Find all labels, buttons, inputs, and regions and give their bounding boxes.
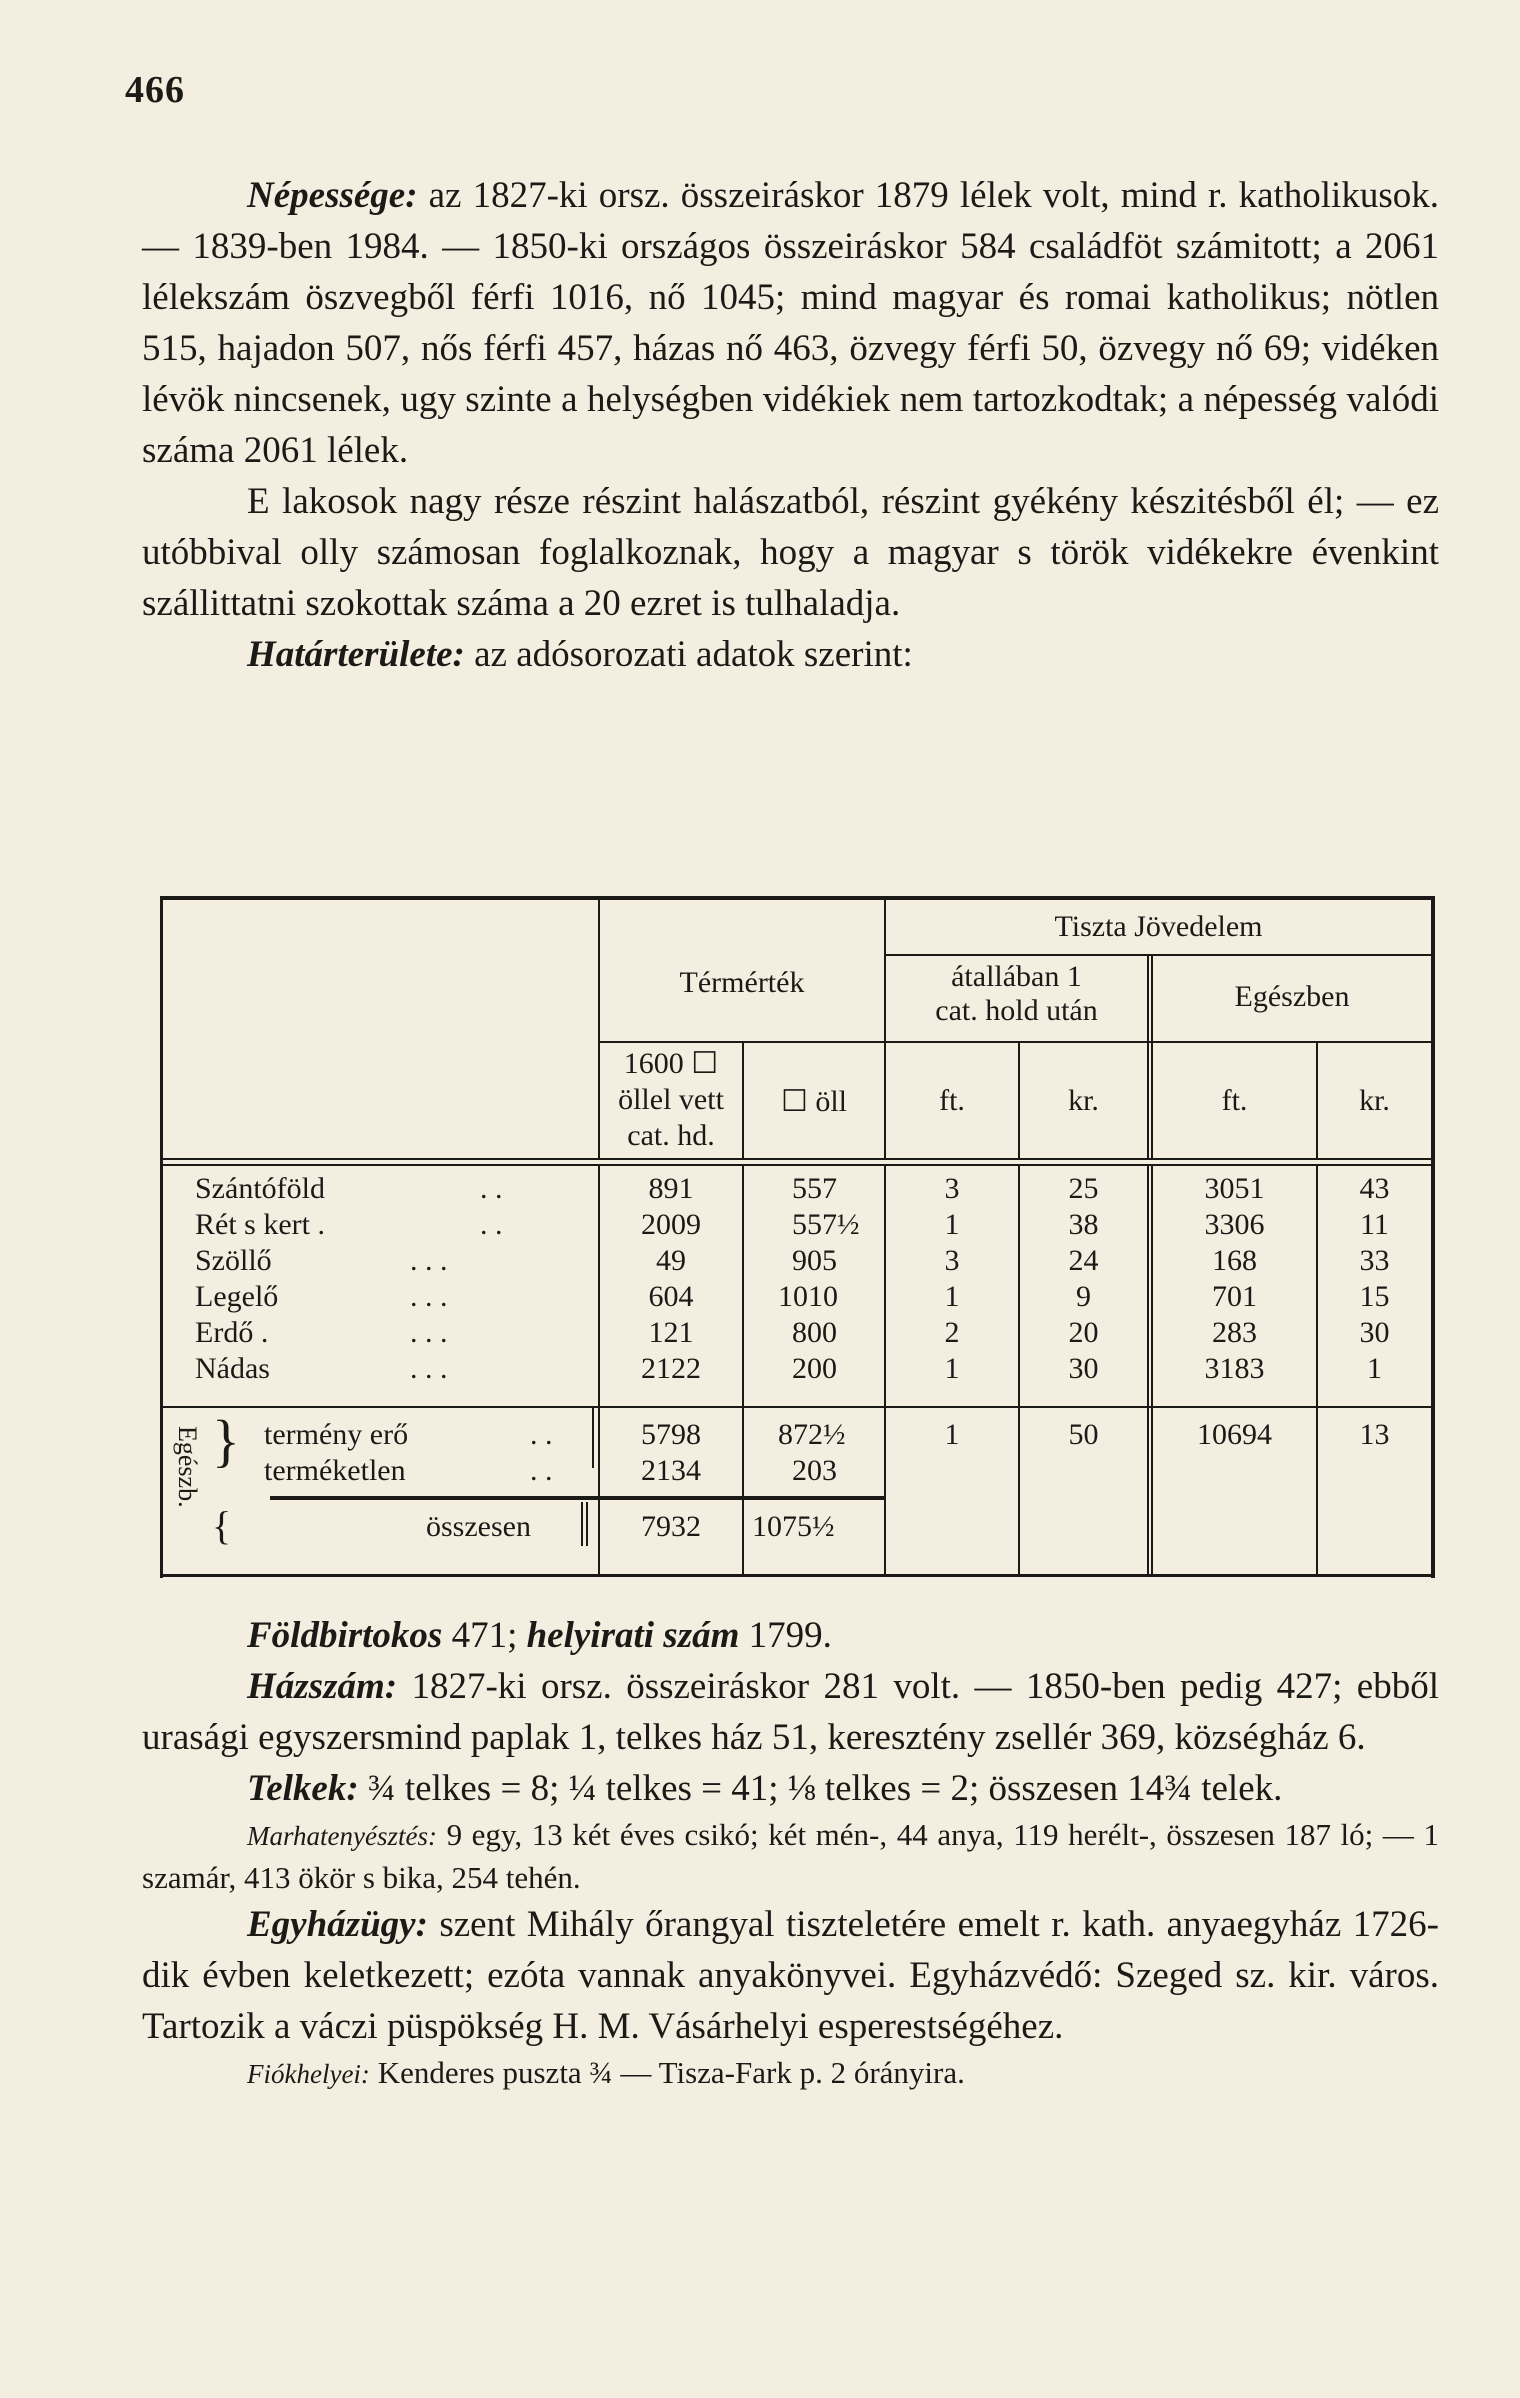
nepessege-text: az 1827-ki orsz. összeiráskor 1879 lélek volt, mind r. katholikusok. — 1839-ben 1984. — 1850-ki országos összeiráskor 584 családföt számitott; a 2061 lélekszám öszvegből férfi 1016, nő 1045; mind magyar és romai katholikus; nötlen 515, hajadon 507, nős férfi 457, házas nő 463, özvegy férfi 50, özvegy nő 69; vidéken lévök nincsenek, ugy szinte a helységben vidékiek nem tartozkodtak; a népesség valódi száma 2061 lélek. bbox=[142, 175, 1439, 471]
intro-text bbox=[142, 170, 1439, 680]
brace-bottom: { bbox=[212, 1503, 232, 1548]
brace-top: } bbox=[212, 1408, 240, 1473]
header-termertek: Térmérték bbox=[679, 966, 805, 999]
foldbirtokos-line: Földbirtokos 471; helyirati szám 1799. bbox=[247, 1615, 832, 1656]
header-ft-2: ft. bbox=[1221, 1084, 1248, 1117]
egyhazugy-paragraph: Egyházügy: szent Mihály őrangyal tiszteletére emelt r. kath. anyaegyház 1726-dik évben keletkezett; ezóta vannak anyakönyvei. Egyházvédő: Szeged sz. kir. város. Tartozik a váczi püspökség H. M. Vásárhelyi esperestségéhez. bbox=[142, 1904, 1439, 2047]
page-number: 466 bbox=[125, 69, 185, 111]
hatar-text: az adósorozati adatok szerint: bbox=[464, 634, 913, 675]
header-1600-ollel: 1600 ☐ öllel vett cat. hd. bbox=[618, 1047, 724, 1152]
hatarterulete-paragraph bbox=[142, 629, 1439, 680]
marhatenyesztes-paragraph: Marhatenyésztés: 9 egy, 13 két éves csikó; két mén-, 44 anya, 119 herélt-, összesen 187 ló; — 1 szamár, 413 ökör s bika, 254 tehén. bbox=[142, 1817, 1439, 1895]
fiokhelyei-paragraph: Fiókhelyei: Kenderes puszta ¾ — Tisza-Fark p. 2 órányira. bbox=[247, 2055, 965, 2090]
land-table: Térmérték Tiszta Jövedelem átallában 1 cat. hold után Egészben 1600 ☐ öllel vett cat. hd. ☐ öll ft. kr. ft. kr. Szántóföld . . 891 557 3 25 3051 43 Rét s kert . . . 2009 557½ 1 38 3306 11 Szöllő . . . 49 905 3 24 168 33 Legelő . . . 604 1010 1 9 701 15 Erdő . . . . 121 800 2 20 283 30 Nádas . . . 2122 200 1 30 3183 1 Egészb. } { termény erő . . 5798 872½ 1 50 10694 13 terméketlen . . 2134 203 összesen 7932 1075½ bbox=[160, 896, 1435, 1578]
header-atallaban: átallában 1 cat. hold után bbox=[935, 960, 1098, 1027]
header-tiszta-jovedelem: Tiszta Jövedelem bbox=[1054, 910, 1263, 943]
hatar-label: Határterülete: bbox=[247, 634, 465, 675]
lakosok-paragraph: E lakosok nagy része részint halászatból, részint gyékény készitésből él; — ez utóbbival olly számosan foglalkoznak, hogy a magyar s török vidékekre évenkint szállittatni szokottak száma a 20 ezret is tulhaladja. bbox=[142, 481, 1439, 624]
after-text bbox=[142, 1610, 1439, 2095]
telkek-paragraph: Telkek: ¾ telkes = 8; ¼ telkes = 41; ⅛ telkes = 2; összesen 14¾ telek. bbox=[247, 1768, 1283, 1809]
header-kr-1: kr. bbox=[1068, 1084, 1099, 1117]
egeszb-side-label: Egészb. bbox=[173, 1426, 202, 1508]
header-kr-2: kr. bbox=[1359, 1084, 1390, 1117]
nepessege-paragraph bbox=[142, 170, 1439, 476]
nepessege-label: Népessége: bbox=[247, 175, 418, 216]
header-ft-1: ft. bbox=[939, 1084, 965, 1117]
header-egeszben: Egészben bbox=[1234, 980, 1350, 1013]
hazszam-paragraph: Házszám: 1827-ki orsz. összeiráskor 281 volt. — 1850-ben pedig 427; ebből urasági egyszersmind paplak 1, telkes ház 51, keresztény zsellér 369, községház 6. bbox=[142, 1666, 1439, 1758]
header-ol: ☐ öll bbox=[780, 1085, 848, 1118]
